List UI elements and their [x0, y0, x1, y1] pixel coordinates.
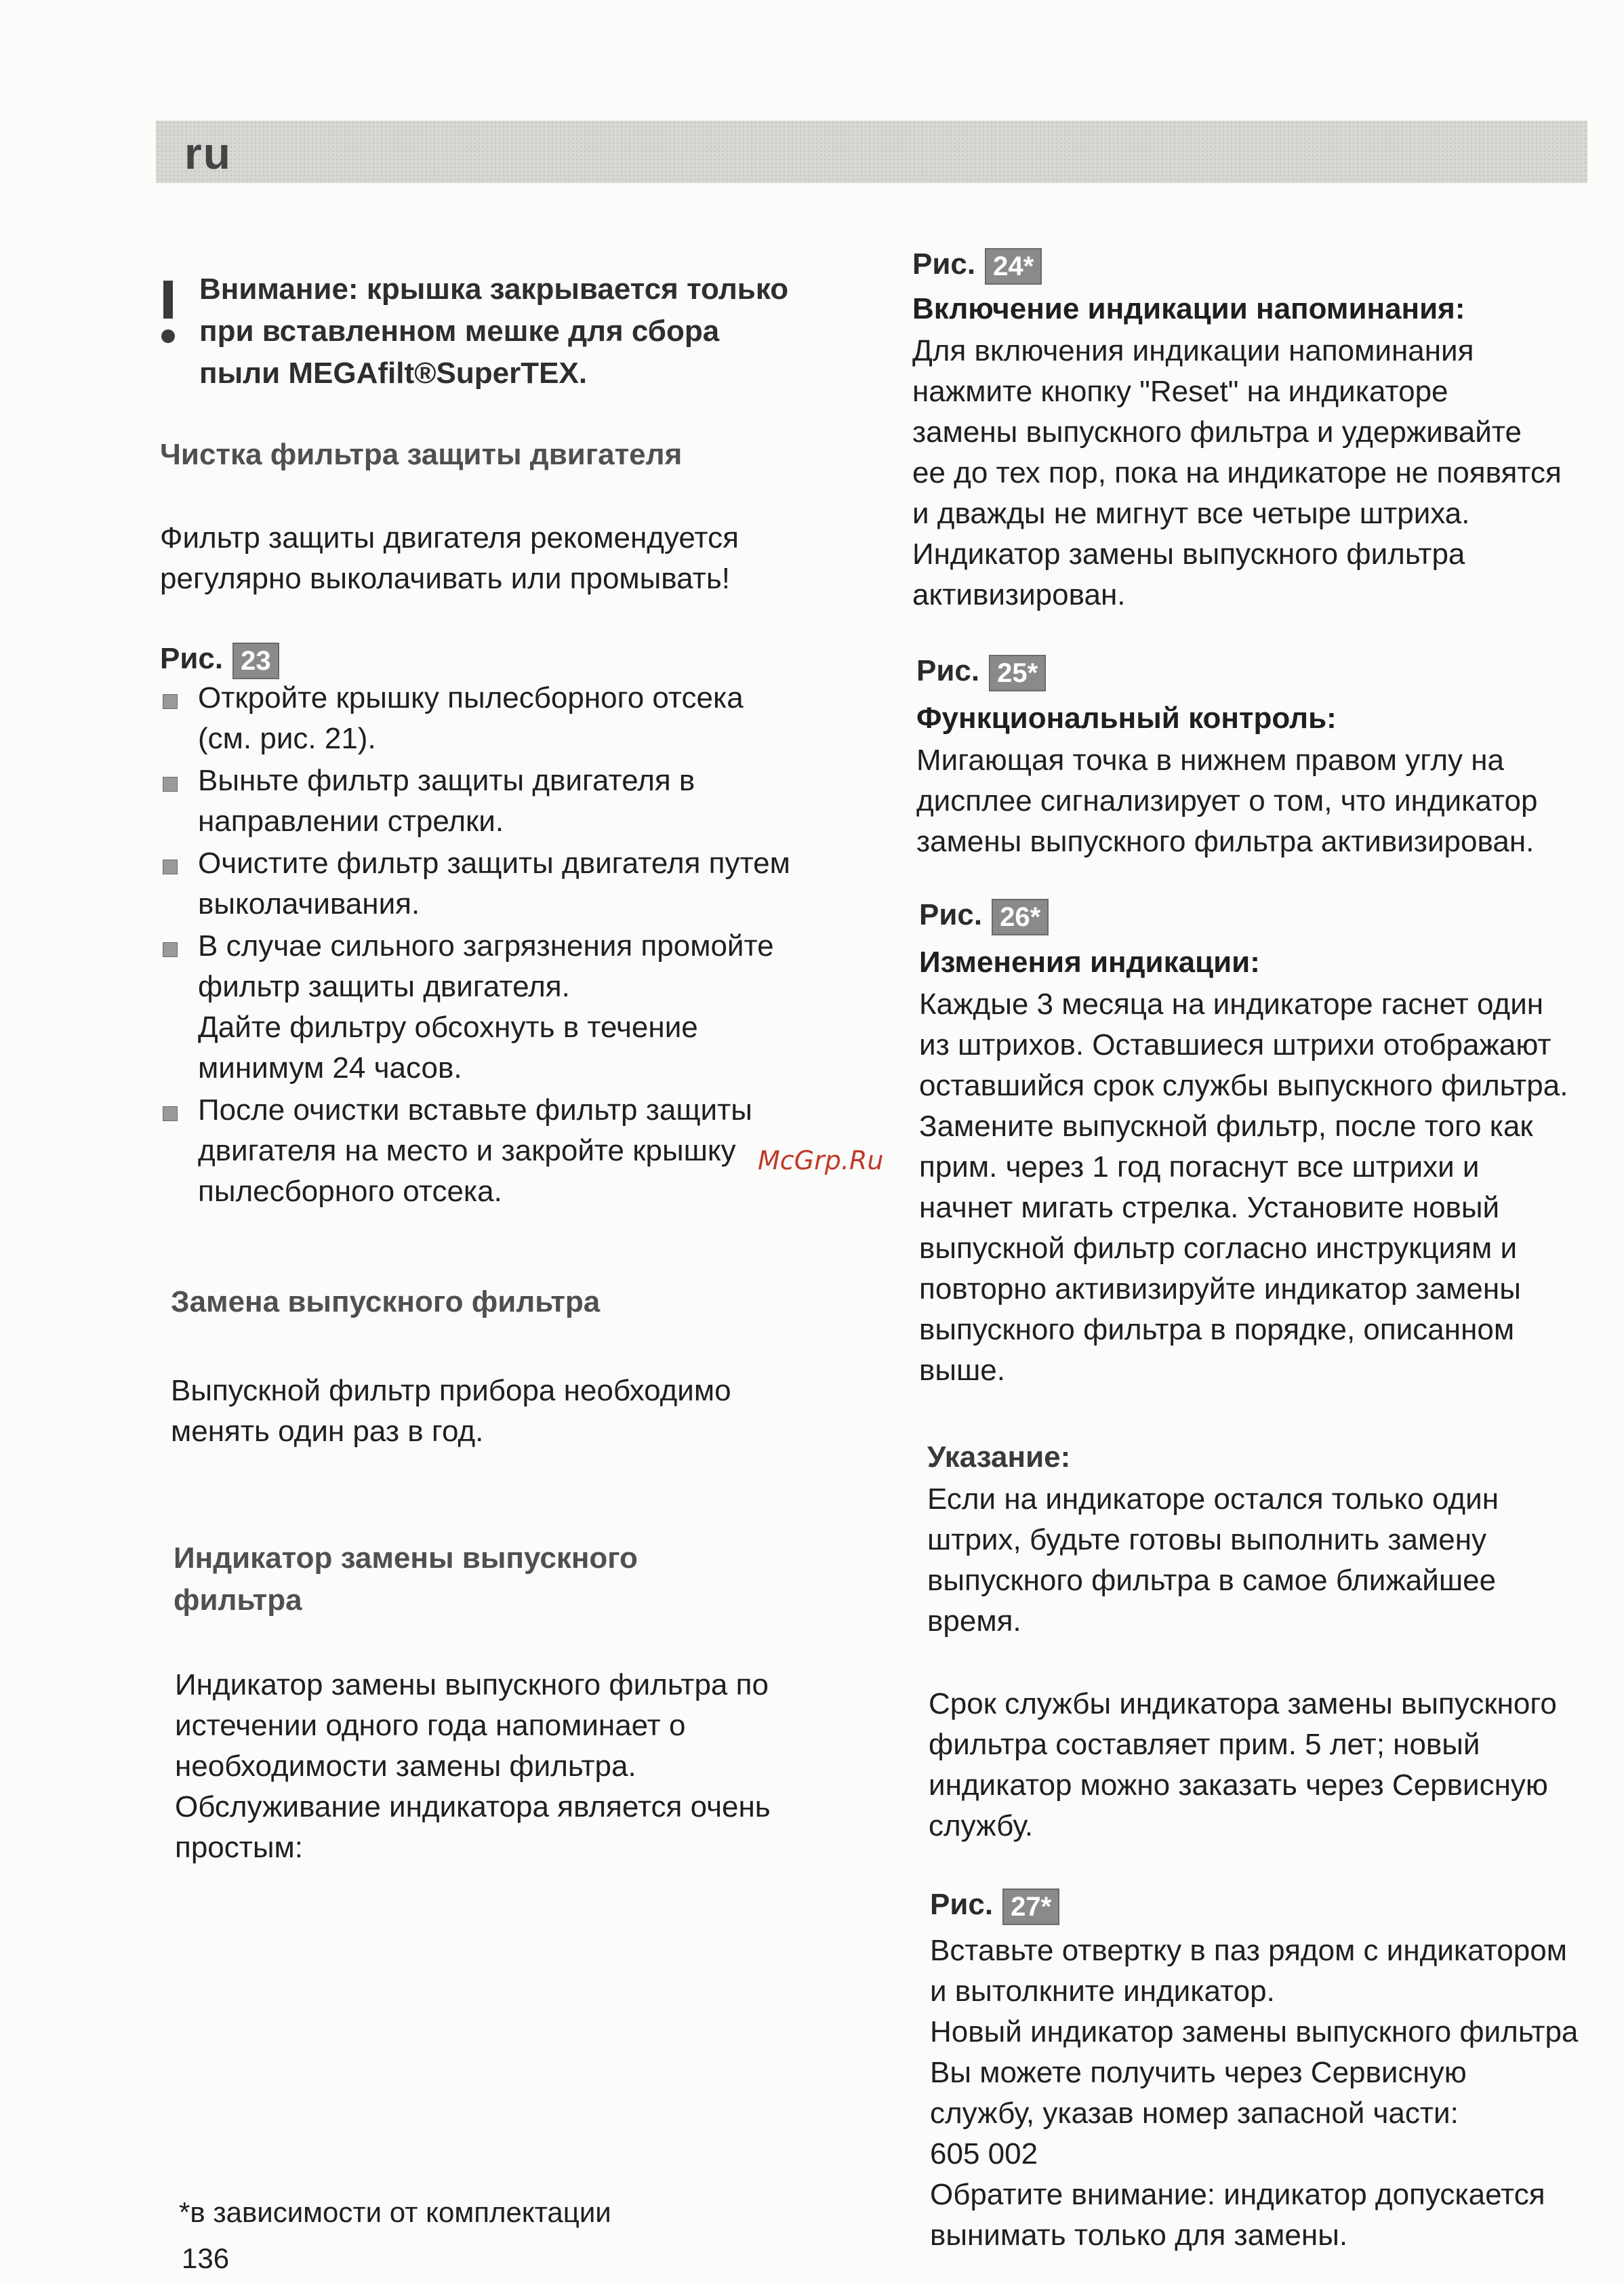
watermark-text: McGrp.Ru — [758, 1146, 884, 1175]
bullet-square-icon — [163, 1106, 178, 1121]
note-text: Если на индикаторе остался только один штрих, будьте готовы выполнить замену выпускного фильтра в самое ближайшее время. — [927, 1482, 1499, 1638]
list-item: Откройте крышку пылесборного отсека (см. рис. 21). — [160, 678, 872, 759]
warning-block — [160, 268, 872, 395]
warning-text: Внимание: крышка закрывается только при вставленном мешке для сбора пыли MEGAfilt®SuperTEX. — [199, 272, 789, 390]
language-label: ru — [184, 128, 232, 178]
warning-icon — [160, 281, 176, 348]
list-item: В случае сильного загрязнения промойте фильтр защиты двигателя. Дайте фильтру обсохнуть в течение минимум 24 часов. — [160, 926, 872, 1089]
section-intro-motor-filter: Фильтр защиты двигателя рекомендуется регулярно выколачивать или промывать! — [160, 521, 739, 595]
list-item: Выньте фильтр защиты двигателя в направлении стрелки. — [160, 761, 872, 842]
bullet-square-icon — [163, 694, 178, 709]
bullet-square-icon — [163, 942, 178, 957]
page-number: 136 — [182, 2242, 230, 2274]
figure-badge-23: 23 — [232, 643, 279, 679]
figure-badge-25: 25* — [989, 655, 1046, 691]
fig27-text: Вставьте отвертку в паз рядом с индикатором и вытолкните индикатор. Новый индикатор замены выпускного фильтра Вы можете получить через Сервисную службу, указав номер запасной части: 605 002 Обратите внимание: индикатор допускается вынимать только для замены. — [930, 1934, 1579, 2252]
figure-badge-27: 27* — [1002, 1888, 1059, 1925]
bullet-square-icon — [163, 777, 178, 792]
figure-label-25: Рис. 25* — [916, 651, 1621, 691]
section-title-indicator: Индикатор замены выпускного фильтра — [174, 1541, 638, 1617]
figure-label-23: Рис. 23 — [160, 639, 872, 679]
fig25-text: Мигающая точка в нижнем правом углу на дисплее сигнализирует о том, что индикатор замены выпускного фильтра активизирован. — [916, 744, 1538, 858]
note-text-2: Срок службы индикатора замены выпускного фильтра составляет прим. 5 лет; новый индикатор можно заказать через Сервисную службу. — [929, 1687, 1557, 1842]
list-item: После очистки вставьте фильтр защиты двигателя на место и закройте крышку пылесборного отсека. — [160, 1090, 872, 1212]
bullet-square-icon — [163, 860, 178, 874]
footnote: *в зависимости от комплектации — [179, 2196, 611, 2228]
figure-label-27: Рис. 27* — [930, 1884, 1624, 1925]
fig24-text: Для включения индикации напоминания нажмите кнопку "Reset" на индикаторе замены выпускного фильтра и удерживайте ее до тех пор, пока на индикаторе не появятся и дважды не мигнут все четыре штриха. Индикатор замены выпускного фильтра активизирован. — [912, 334, 1562, 611]
section-text-exhaust-filter: Выпускной фильтр прибора необходимо менять один раз в год. — [171, 1374, 731, 1448]
figure-badge-26: 26* — [992, 899, 1049, 935]
note-title: Указание: — [927, 1440, 1071, 1474]
fig25-title: Функциональный контроль: — [916, 702, 1337, 735]
section-title-exhaust-filter: Замена выпускного фильтра — [171, 1285, 601, 1318]
fig26-title: Изменения индикации: — [919, 946, 1260, 979]
figure-label-24: Рис. 24* — [912, 244, 1617, 285]
fig26-text: Каждые 3 месяца на индикаторе гаснет один из штрихов. Оставшиеся штрихи отображают оставшийся срок службы выпускного фильтра. Замените выпускной фильтр, после того как прим. через 1 год погаснут все штрихи и начнет мигать стрелка. Установите новый выпускной фильтр согласно инструкциям и повторно активизируйте индикатор замены выпускного фильтра в порядке, описанном выше. — [919, 988, 1568, 1387]
header-bar — [156, 121, 1587, 183]
section-title-motor-filter: Чистка фильтра защиты двигателя — [160, 438, 683, 471]
fig24-title: Включение индикации напоминания: — [912, 292, 1465, 325]
steps-list — [160, 678, 872, 1212]
section-text-indicator: Индикатор замены выпускного фильтра по истечении одного года напоминает о необходимости замены фильтра. Обслуживание индикатора является очень простым: — [175, 1668, 771, 1864]
figure-badge-24: 24* — [985, 248, 1042, 285]
list-item: Очистите фильтр защиты двигателя путем выколачивания. — [160, 843, 872, 925]
figure-label-26: Рис. 26* — [919, 895, 1624, 935]
